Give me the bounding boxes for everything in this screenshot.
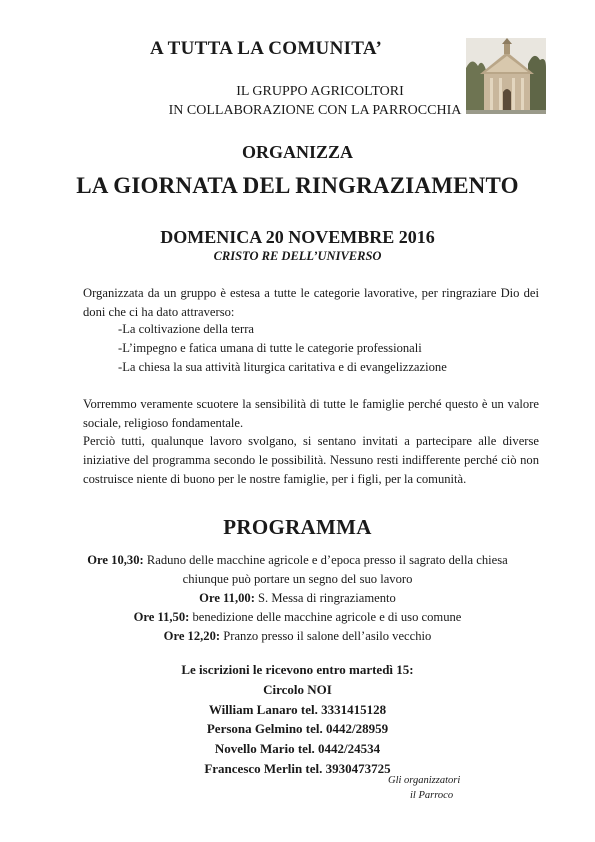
registration-line: Novello Mario tel. 0442/24534 [214, 741, 381, 757]
programma-text: benedizione delle macchine agricole e di uso comune [189, 610, 462, 624]
programma-heading: PROGRAMMA [223, 515, 372, 539]
intro-paragraph: Organizzata da un gruppo è estesa a tutte le categorie lavorative, per ringraziare Dio dei doni che ci ha dato attraverso: [83, 286, 539, 319]
list-item: -L’impegno e fatica umana di tutte le categorie professionali [118, 341, 422, 355]
church-photo [466, 38, 546, 114]
main-title: A TUTTA LA COMUNITA’ [150, 38, 383, 59]
organizza-heading: ORGANIZZA [241, 142, 353, 162]
programma-time: Ore 10,30: [87, 553, 144, 567]
programma-text: chiunque può portare un segno del suo lavoro [182, 572, 413, 586]
programma-time: Ore 11,50: [133, 610, 190, 624]
list-item: -La chiesa la sua attività liturgica caritativa e di evangelizzazione [118, 360, 447, 374]
registration-line: Le iscrizioni le ricevono entro martedì 15: [181, 662, 414, 677]
registration-block [0, 660, 595, 779]
programma-time: Ore 11,00: [199, 591, 255, 605]
collaboration-line: IN COLLABORAZIONE CON LA PARROCCHIA [168, 103, 462, 118]
sensitivity-paragraph: Vorremmo veramente scuotere la sensibilità di tutte le famiglie perché questo è un valore sociale, religioso fondamentale. [83, 397, 539, 430]
registration-line: Persona Gelmino tel. 0442/28959 [206, 721, 389, 737]
registration-line: Circolo NOI [263, 681, 332, 697]
programma-item [0, 608, 595, 627]
programma-item [0, 551, 595, 570]
signature-organizers: Gli organizzatori [388, 775, 461, 786]
programma-item [0, 570, 595, 589]
programma-list [0, 551, 595, 646]
event-subtitle: CRISTO RE DELL’UNIVERSO [213, 249, 382, 263]
programma-time: Ore 12,20: [163, 629, 221, 643]
organizer-line: IL GRUPPO AGRICOLTORI [236, 84, 404, 99]
programma-item [0, 589, 595, 608]
registration-line: Francesco Merlin tel. 3930473725 [204, 760, 391, 776]
programma-text: Raduno delle macchine agricole e d’epoca presso il sagrato della chiesa [143, 553, 508, 567]
programma-text: S. Messa di ringraziamento [254, 591, 396, 605]
invitation-paragraph: Perciò tutti, qualunque lavoro svolgano, si sentano invitati a partecipare alle diverse iniziative del programma secondo le possibilità. Nessuno resti indifferente perché ciò non costruisce niente di buono per le nostre famiglie, per i figli, per la comunità. [83, 434, 539, 486]
event-date: DOMENICA 20 NOVEMBRE 2016 [160, 227, 435, 247]
purpose-list [118, 320, 447, 377]
programma-text: Pranzo presso il salone dell’asilo vecchio [220, 629, 432, 643]
event-title: LA GIORNATA DEL RINGRAZIAMENTO [76, 173, 519, 198]
list-item: -La coltivazione della terra [118, 322, 255, 336]
signature-block [388, 774, 460, 803]
programma-item [0, 627, 595, 646]
registration-line: William Lanaro tel. 3331415128 [208, 701, 387, 717]
signature-parroco: il Parroco [410, 789, 454, 801]
